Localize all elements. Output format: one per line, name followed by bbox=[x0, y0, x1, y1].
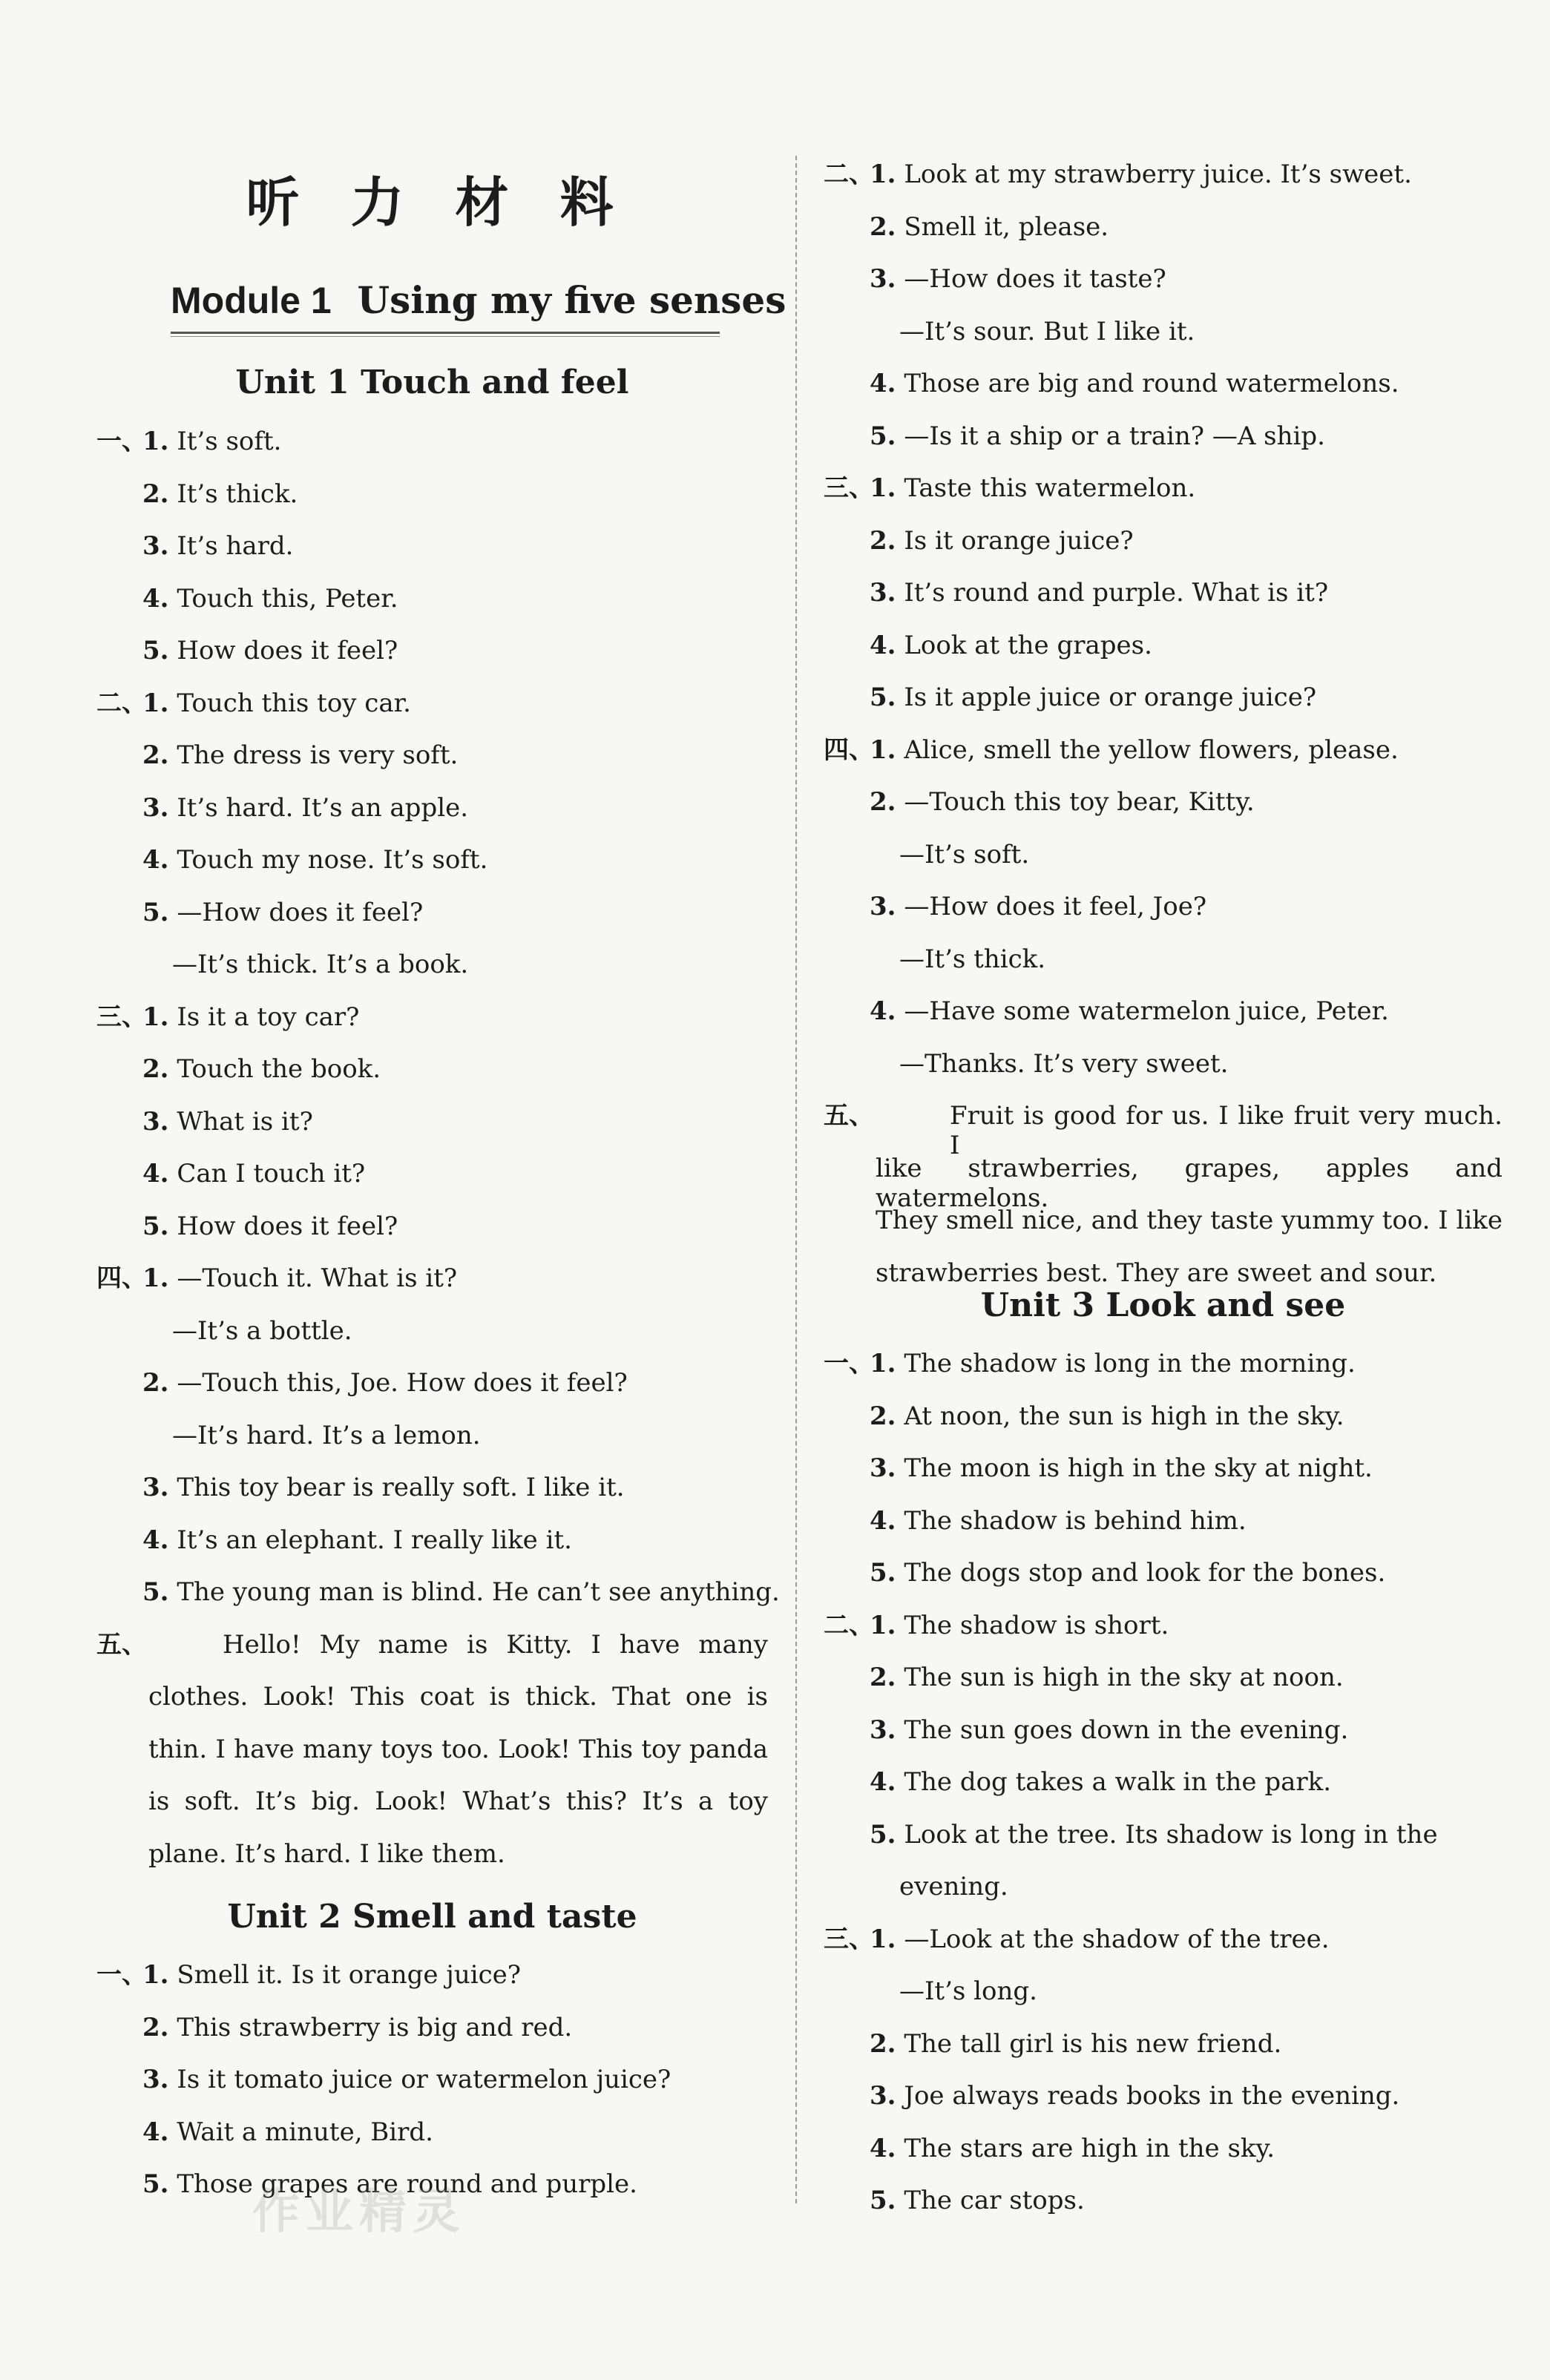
list-item bbox=[870, 578, 1328, 608]
item-number: 2. bbox=[870, 787, 896, 817]
list-item bbox=[870, 421, 1325, 451]
item-text: The shadow is long in the morning. bbox=[904, 1349, 1356, 1378]
list-item bbox=[96, 427, 282, 456]
item-text: Touch this toy car. bbox=[177, 688, 411, 718]
item-number: 4. bbox=[870, 630, 896, 660]
item-number: 1. bbox=[870, 160, 896, 189]
list-item-continuation bbox=[870, 944, 1045, 974]
item-text: What is it? bbox=[177, 1106, 313, 1137]
list-item-continuation bbox=[142, 1316, 352, 1346]
item-text: It’s soft. bbox=[177, 427, 282, 456]
item-text: Smell it. Is it orange juice? bbox=[177, 1960, 521, 1990]
item-text: The sun is high in the sky at noon. bbox=[904, 1663, 1344, 1692]
list-item bbox=[870, 1506, 1247, 1536]
item-text: —Touch this toy bear, Kitty. bbox=[904, 787, 1255, 817]
list-item bbox=[870, 1401, 1344, 1431]
paragraph-text: clothes. Look! This coat is thick. That one is bbox=[148, 1682, 768, 1712]
list-item bbox=[870, 631, 1152, 660]
item-number: 3. bbox=[142, 1106, 169, 1137]
list-item bbox=[870, 2081, 1399, 2111]
item-text: Alice, smell the yellow flowers, please. bbox=[904, 734, 1399, 765]
item-number: 3. bbox=[870, 2081, 896, 2111]
item-number: 3. bbox=[870, 264, 896, 294]
item-number: 5. bbox=[142, 2169, 169, 2199]
section-marker: 三、 bbox=[824, 473, 874, 503]
item-number: 5. bbox=[870, 1558, 896, 1588]
item-text: —It’s hard. It’s a lemon. bbox=[172, 1420, 481, 1450]
list-item-continuation bbox=[870, 840, 1029, 870]
item-text: Is it a toy car? bbox=[177, 1002, 360, 1032]
item-number: 4. bbox=[870, 369, 896, 398]
item-text: It’s hard. bbox=[177, 531, 294, 561]
section-marker: 五、 bbox=[96, 1629, 147, 1660]
item-text: —Look at the shadow of the tree. bbox=[904, 1924, 1330, 1954]
list-item-continuation bbox=[870, 1049, 1228, 1079]
item-number: 5. bbox=[870, 1819, 896, 1850]
list-item bbox=[870, 683, 1316, 712]
list-item bbox=[142, 2013, 572, 2042]
item-text: This strawberry is big and red. bbox=[177, 2012, 573, 2042]
item-text: —Thanks. It’s very sweet. bbox=[899, 1048, 1229, 1079]
item-number: 2. bbox=[142, 740, 169, 770]
section-marker: 二、 bbox=[96, 688, 147, 718]
column-divider bbox=[795, 156, 797, 2203]
item-number: 1. bbox=[870, 1610, 896, 1640]
list-item bbox=[142, 2117, 433, 2147]
list-item bbox=[870, 892, 1206, 921]
item-number: 2. bbox=[870, 2028, 896, 2059]
page-title: 听 力 材 料 bbox=[246, 171, 630, 234]
item-text: Look at the tree. Its shadow is long in the bbox=[904, 1819, 1438, 1850]
item-text: —Touch this, Joe. How does it feel? bbox=[177, 1368, 628, 1398]
list-item-continuation bbox=[142, 950, 468, 979]
watermark: 作业精灵 bbox=[252, 2185, 466, 2240]
paragraph-text: Hello! My name is Kitty. I have many bbox=[223, 1629, 768, 1660]
paragraph-text: thin. I have many toys too. Look! This toy panda bbox=[148, 1734, 768, 1764]
item-number: 2. bbox=[142, 479, 169, 509]
item-number: 1. bbox=[142, 1960, 169, 1990]
list-item-continuation bbox=[870, 1872, 1008, 1901]
item-text: How does it feel? bbox=[177, 1211, 398, 1241]
list-item bbox=[142, 740, 458, 770]
item-text: The moon is high in the sky at night. bbox=[904, 1453, 1373, 1483]
item-text: Joe always reads books in the evening. bbox=[904, 2081, 1400, 2111]
paragraph-text: They smell nice, and they taste yummy too. I like bbox=[876, 1206, 1503, 1235]
item-number: 3. bbox=[142, 1473, 169, 1502]
item-number: 2. bbox=[870, 1663, 896, 1692]
list-item bbox=[870, 2029, 1281, 2059]
item-text: —Touch it. What is it? bbox=[177, 1263, 458, 1293]
section-marker: 二、 bbox=[824, 160, 874, 189]
paragraph-line bbox=[876, 1206, 1503, 1235]
item-text: —Have some watermelon juice, Peter. bbox=[904, 996, 1389, 1026]
item-number: 2. bbox=[870, 1401, 896, 1431]
item-text: —It’s a bottle. bbox=[172, 1315, 352, 1346]
section-marker: 三、 bbox=[96, 1002, 147, 1032]
list-item bbox=[870, 369, 1399, 398]
item-text: The dogs stop and look for the bones. bbox=[904, 1558, 1386, 1588]
item-text: The stars are high in the sky. bbox=[904, 2133, 1275, 2163]
item-number: 1. bbox=[870, 1349, 896, 1378]
item-text: It’s round and purple. What is it? bbox=[904, 578, 1329, 608]
list-item bbox=[142, 1368, 628, 1398]
item-number: 1. bbox=[870, 473, 896, 503]
list-item bbox=[824, 1924, 1330, 1954]
item-text: Wait a minute, Bird. bbox=[177, 2117, 433, 2147]
item-number: 3. bbox=[870, 892, 896, 921]
section-marker: 一、 bbox=[96, 427, 147, 456]
item-text: Is it apple juice or orange juice? bbox=[904, 683, 1317, 712]
item-text: —It’s thick. It’s a book. bbox=[172, 950, 469, 979]
item-number: 3. bbox=[870, 578, 896, 608]
item-number: 1. bbox=[142, 688, 169, 718]
item-text: —It’s thick. bbox=[899, 944, 1046, 974]
item-text: It’s an elephant. I really like it. bbox=[177, 1525, 572, 1555]
item-text: This toy bear is really soft. I like it. bbox=[177, 1473, 625, 1502]
item-number: 4. bbox=[870, 996, 896, 1026]
item-text: The dress is very soft. bbox=[177, 740, 459, 770]
item-number: 4. bbox=[142, 845, 169, 875]
paragraph-text: strawberries best. They are sweet and sour. bbox=[876, 1258, 1437, 1288]
item-number: 4. bbox=[870, 2133, 896, 2163]
item-text: The young man is blind. He can’t see anything. bbox=[177, 1577, 780, 1607]
item-text: Is it orange juice? bbox=[904, 525, 1134, 556]
item-number: 2. bbox=[142, 1368, 169, 1398]
item-number: 2. bbox=[142, 2012, 169, 2042]
item-number: 4. bbox=[142, 1159, 169, 1189]
paragraph-line bbox=[148, 1735, 768, 1764]
item-text: The car stops. bbox=[904, 2186, 1085, 2215]
item-text: Those are big and round watermelons. bbox=[904, 369, 1399, 398]
section-marker: 一、 bbox=[96, 1960, 147, 1990]
list-item bbox=[824, 473, 1196, 503]
list-item bbox=[870, 1558, 1385, 1588]
list-item bbox=[142, 531, 293, 561]
item-text: Taste this watermelon. bbox=[904, 473, 1196, 503]
item-text: Smell it, please. bbox=[904, 211, 1109, 242]
item-number: 1. bbox=[870, 734, 896, 765]
item-text: Touch the book. bbox=[177, 1054, 381, 1084]
item-text: Can I touch it? bbox=[177, 1159, 366, 1189]
list-item bbox=[870, 1820, 1438, 1850]
item-number: 4. bbox=[870, 1767, 896, 1797]
list-item bbox=[96, 1960, 521, 1990]
item-number: 2. bbox=[870, 525, 896, 556]
list-item bbox=[96, 1002, 360, 1032]
item-text: It’s hard. It’s an apple. bbox=[177, 792, 469, 823]
item-number: 2. bbox=[142, 1054, 169, 1084]
paragraph-text: is soft. It’s big. Look! What’s this? It’s a toy bbox=[148, 1786, 768, 1816]
item-text: Those grapes are round and purple. bbox=[177, 2169, 637, 2199]
item-text: Is it tomato juice or watermelon juice? bbox=[177, 2065, 671, 2094]
paragraph-text: plane. It’s hard. I like them. bbox=[148, 1838, 505, 1869]
list-item bbox=[870, 1663, 1344, 1692]
unit-title: Unit 1 Touch and feel bbox=[235, 364, 629, 401]
list-item bbox=[142, 1577, 780, 1607]
list-item bbox=[142, 845, 487, 875]
item-number: 2. bbox=[870, 211, 896, 242]
list-item-continuation bbox=[870, 1976, 1037, 2006]
list-item bbox=[870, 996, 1389, 1026]
item-text: —How does it taste? bbox=[904, 264, 1166, 294]
item-number: 5. bbox=[142, 1577, 169, 1607]
list-item bbox=[142, 1107, 313, 1137]
paragraph-line bbox=[223, 1630, 768, 1660]
list-item bbox=[824, 1349, 1356, 1378]
item-number: 3. bbox=[142, 531, 169, 561]
module-number: Module 1 bbox=[171, 280, 332, 321]
unit-title: Unit 2 Smell and taste bbox=[227, 1898, 637, 1936]
item-text: evening. bbox=[899, 1872, 1008, 1901]
item-text: The tall girl is his new friend. bbox=[904, 2028, 1282, 2059]
list-item bbox=[870, 2186, 1085, 2215]
list-item bbox=[870, 1767, 1331, 1797]
paragraph-text: like strawberries, grapes, apples and watermelons. bbox=[876, 1153, 1503, 1213]
module-title bbox=[171, 278, 787, 322]
section-marker: 五、 bbox=[824, 1101, 874, 1131]
item-text: The dog takes a walk in the park. bbox=[904, 1767, 1332, 1797]
paragraph-line bbox=[148, 1682, 768, 1712]
item-text: It’s thick. bbox=[177, 479, 298, 509]
section-marker: 四、 bbox=[824, 734, 874, 765]
list-item bbox=[870, 1715, 1348, 1745]
item-text: —It’s sour. But I like it. bbox=[899, 316, 1195, 346]
list-item bbox=[142, 479, 298, 509]
list-item bbox=[142, 636, 398, 665]
list-item bbox=[142, 793, 468, 823]
item-number: 5. bbox=[142, 1211, 169, 1241]
item-text: Look at the grapes. bbox=[904, 630, 1152, 660]
list-item-continuation bbox=[870, 317, 1195, 346]
section-marker: 一、 bbox=[824, 1349, 874, 1378]
list-item bbox=[142, 1212, 398, 1241]
item-number: 3. bbox=[870, 1715, 896, 1745]
item-number: 5. bbox=[870, 683, 896, 712]
item-number: 1. bbox=[870, 1924, 896, 1954]
item-number: 5. bbox=[870, 421, 896, 451]
list-item bbox=[870, 1453, 1373, 1483]
list-item bbox=[870, 2134, 1275, 2163]
list-item bbox=[96, 688, 411, 718]
paragraph-text: Fruit is good for us. I like fruit very much. I bbox=[950, 1101, 1503, 1160]
list-item bbox=[824, 160, 1412, 189]
item-text: —It’s soft. bbox=[899, 839, 1030, 870]
list-item bbox=[870, 264, 1166, 294]
item-number: 4. bbox=[142, 1525, 169, 1555]
paragraph-line bbox=[876, 1154, 1503, 1213]
item-text: —Is it a ship or a train? —A ship. bbox=[904, 421, 1325, 451]
item-number: 1. bbox=[142, 1263, 169, 1293]
list-item bbox=[96, 1263, 458, 1293]
section-marker: 三、 bbox=[824, 1924, 874, 1954]
list-item bbox=[142, 1159, 365, 1189]
item-text: Touch this, Peter. bbox=[177, 583, 398, 614]
paragraph-line bbox=[876, 1258, 1503, 1288]
item-number: 3. bbox=[870, 1453, 896, 1483]
section-marker: 二、 bbox=[824, 1610, 874, 1640]
item-text: The shadow is behind him. bbox=[904, 1505, 1247, 1536]
item-text: —It’s long. bbox=[899, 1976, 1037, 2006]
list-item bbox=[824, 734, 1399, 765]
item-text: Touch my nose. It’s soft. bbox=[177, 845, 488, 875]
list-item-continuation bbox=[142, 1421, 481, 1450]
item-text: The shadow is short. bbox=[904, 1610, 1169, 1640]
section-marker: 四、 bbox=[96, 1263, 147, 1293]
list-item bbox=[142, 1473, 625, 1502]
item-number: 5. bbox=[870, 2186, 896, 2215]
item-text: The sun goes down in the evening. bbox=[904, 1715, 1349, 1745]
unit-title: Unit 3 Look and see bbox=[980, 1286, 1346, 1324]
list-item bbox=[142, 584, 398, 614]
item-number: 4. bbox=[142, 583, 169, 614]
list-item bbox=[824, 1610, 1169, 1640]
item-number: 4. bbox=[870, 1505, 896, 1536]
list-item bbox=[870, 212, 1109, 242]
list-item bbox=[142, 1054, 381, 1084]
module-underline-thin bbox=[171, 336, 720, 337]
list-item bbox=[142, 1525, 572, 1555]
list-item bbox=[870, 526, 1134, 556]
module-underline bbox=[171, 332, 720, 334]
item-number: 5. bbox=[142, 636, 169, 665]
list-item bbox=[142, 898, 423, 927]
paragraph-line bbox=[148, 1786, 768, 1816]
module-name: Using my five senses bbox=[357, 278, 787, 322]
item-number: 4. bbox=[142, 2117, 169, 2147]
item-number: 3. bbox=[142, 792, 169, 823]
item-text: Look at my strawberry juice. It’s sweet. bbox=[904, 160, 1412, 189]
item-text: —How does it feel? bbox=[177, 897, 424, 927]
list-item bbox=[870, 787, 1255, 817]
list-item bbox=[142, 2065, 671, 2094]
item-text: At noon, the sun is high in the sky. bbox=[904, 1401, 1344, 1431]
item-number: 3. bbox=[142, 2065, 169, 2094]
item-number: 1. bbox=[142, 427, 169, 456]
paragraph-line bbox=[148, 1839, 768, 1869]
item-text: How does it feel? bbox=[177, 636, 398, 665]
item-text: —How does it feel, Joe? bbox=[904, 892, 1207, 921]
paragraph-line bbox=[950, 1101, 1503, 1160]
item-number: 5. bbox=[142, 897, 169, 927]
item-number: 1. bbox=[142, 1002, 169, 1032]
